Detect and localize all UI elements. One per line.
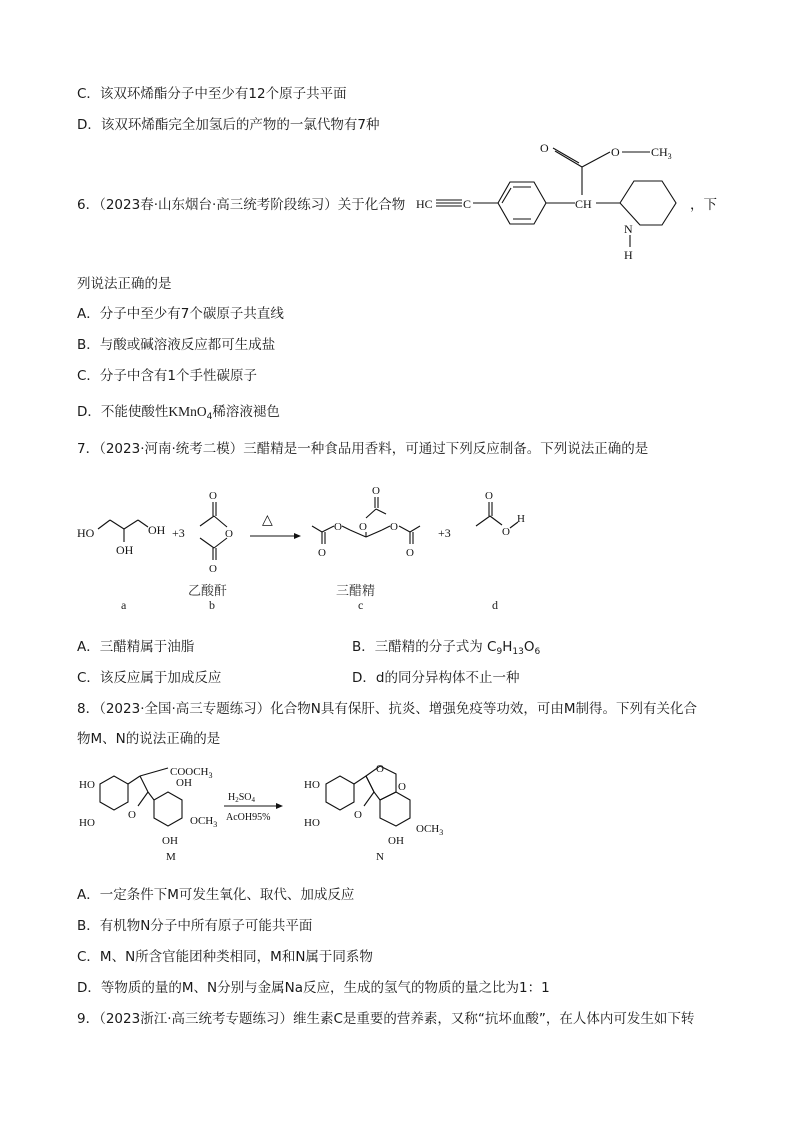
q6-c-label: C: [463, 197, 472, 211]
svg-text:OCH3: $OCH_3$: [416, 823, 444, 837]
svg-text:O: O: [209, 490, 217, 502]
svg-text:HO: HO: [79, 779, 95, 791]
q8-option-d: D．等物质的量的M、N分别与金属Na反应，生成的氢气的物质的量之比为1：1: [77, 980, 550, 996]
q8-option-a: A．一定条件下M可发生氧化、取代、加成反应: [77, 887, 355, 903]
q7-label-c-name: 三醋精: [336, 584, 376, 599]
svg-text:O: O: [406, 547, 414, 559]
svg-text:O: O: [359, 521, 367, 533]
q8-option-c: C．M、N所含官能团种类相同，M和N属于同系物: [77, 949, 373, 965]
svg-text:O: O: [334, 521, 342, 533]
svg-text:O: O: [354, 809, 362, 821]
svg-text:HO: HO: [79, 817, 95, 829]
svg-text:O: O: [485, 490, 493, 502]
q6-ch3-label: $CH_3$: [651, 145, 672, 161]
q6-option-c: C．分子中含有1个手性碳原子: [77, 368, 258, 384]
q7-plus3-b: +3: [438, 526, 451, 540]
q6-structure: [410, 135, 700, 265]
q8-label-m: M: [166, 851, 176, 863]
q7-stem: 7．（2023·河南·统考二模）三醋精是一种食品用香料，可通过下列反应制备。下列说法正确的是: [77, 441, 649, 457]
q7-plus3-a: +3: [172, 526, 185, 540]
svg-text:H2SO4: $H_2SO_4$: [228, 792, 256, 804]
svg-text:COOCH3: $COOCH_3$: [170, 766, 213, 780]
q6-ch-label: CH: [575, 197, 592, 211]
q6-option-b: B．与酸或碱溶液反应都可生成盐: [77, 337, 276, 353]
q8-option-b: B．有机物N分子中所有原子可能共平面: [77, 918, 313, 934]
q6-h-label: H: [624, 248, 633, 262]
q6-o2-label: O: [611, 145, 620, 159]
svg-text:OH: OH: [176, 777, 192, 789]
q6-o1-label: O: [540, 141, 549, 155]
svg-text:O: O: [398, 781, 406, 793]
svg-text:H: H: [517, 513, 525, 525]
q7-label-b-name: 乙酸酐: [188, 584, 228, 599]
q6-hc-label: HC: [416, 197, 433, 211]
q7-reaction: [72, 482, 532, 577]
q7-label-b: b: [209, 598, 215, 612]
q7-option-c: C．该反应属于加成反应: [77, 670, 222, 686]
svg-text:O: O: [376, 763, 384, 775]
q8-stem-line1: 8．（2023·全国·高三专题练习）化合物N具有保肝、抗炎、增强免疫等功效，可由M制得。下列有关化合: [77, 701, 698, 717]
q6-n-label: N: [624, 222, 633, 236]
svg-text:OH: OH: [148, 523, 166, 537]
svg-text:HO: HO: [304, 817, 320, 829]
q7-heat: △: [262, 513, 273, 528]
q6-stem-tail: ，下: [690, 197, 717, 213]
q8-reaction: [76, 762, 496, 874]
svg-text:OH: OH: [388, 835, 404, 847]
q6-option-d: D．不能使酸性KMnO$_4$稀溶液褪色: [77, 404, 280, 422]
q7-label-c: c: [358, 598, 364, 612]
svg-text:OH: OH: [162, 835, 178, 847]
q7-label-d: d: [492, 598, 498, 612]
svg-text:O: O: [390, 521, 398, 533]
q7-label-a: a: [121, 598, 127, 612]
svg-text:O: O: [209, 563, 217, 575]
q5-option-c: C．该双环烯酯分子中至少有12个原子共平面: [77, 86, 347, 102]
svg-text:HO: HO: [77, 526, 95, 540]
svg-text:O: O: [372, 485, 380, 497]
q7-option-b: B．三醋精的分子式为 $C_9H_{13}O_6$: [352, 639, 541, 657]
svg-text:O: O: [502, 526, 510, 538]
q6-stem-cont: 列说法正确的是: [77, 276, 172, 292]
svg-text:OCH3: $OCH_3$: [190, 815, 218, 829]
svg-text:OH: OH: [116, 543, 134, 557]
svg-text:AcOH95%: AcOH95%: [226, 812, 271, 823]
q8-stem-line2: 物M、N的说法正确的是: [77, 731, 221, 747]
svg-text:O: O: [225, 528, 233, 540]
q6-option-a: A．分子中至少有7个碳原子共直线: [77, 306, 284, 322]
svg-text:O: O: [128, 809, 136, 821]
q8-label-n: N: [376, 851, 384, 863]
svg-text:HO: HO: [304, 779, 320, 791]
q7-option-d: D．d的同分异构体不止一种: [352, 670, 520, 686]
q6-stem: 6．（2023春·山东烟台·高三统考阶段练习）关于化合物: [77, 197, 406, 213]
q7-option-a: A．三醋精属于油脂: [77, 639, 195, 655]
q9-stem: 9．（2023浙江·高三统考专题练习）维生素C是重要的营养素，又称“抗坏血酸”，在人体内可发生如下转: [77, 1011, 695, 1027]
svg-text:O: O: [318, 547, 326, 559]
q5-option-d: D．该双环烯酯完全加氢后的产物的一氯代物有7种: [77, 117, 380, 133]
